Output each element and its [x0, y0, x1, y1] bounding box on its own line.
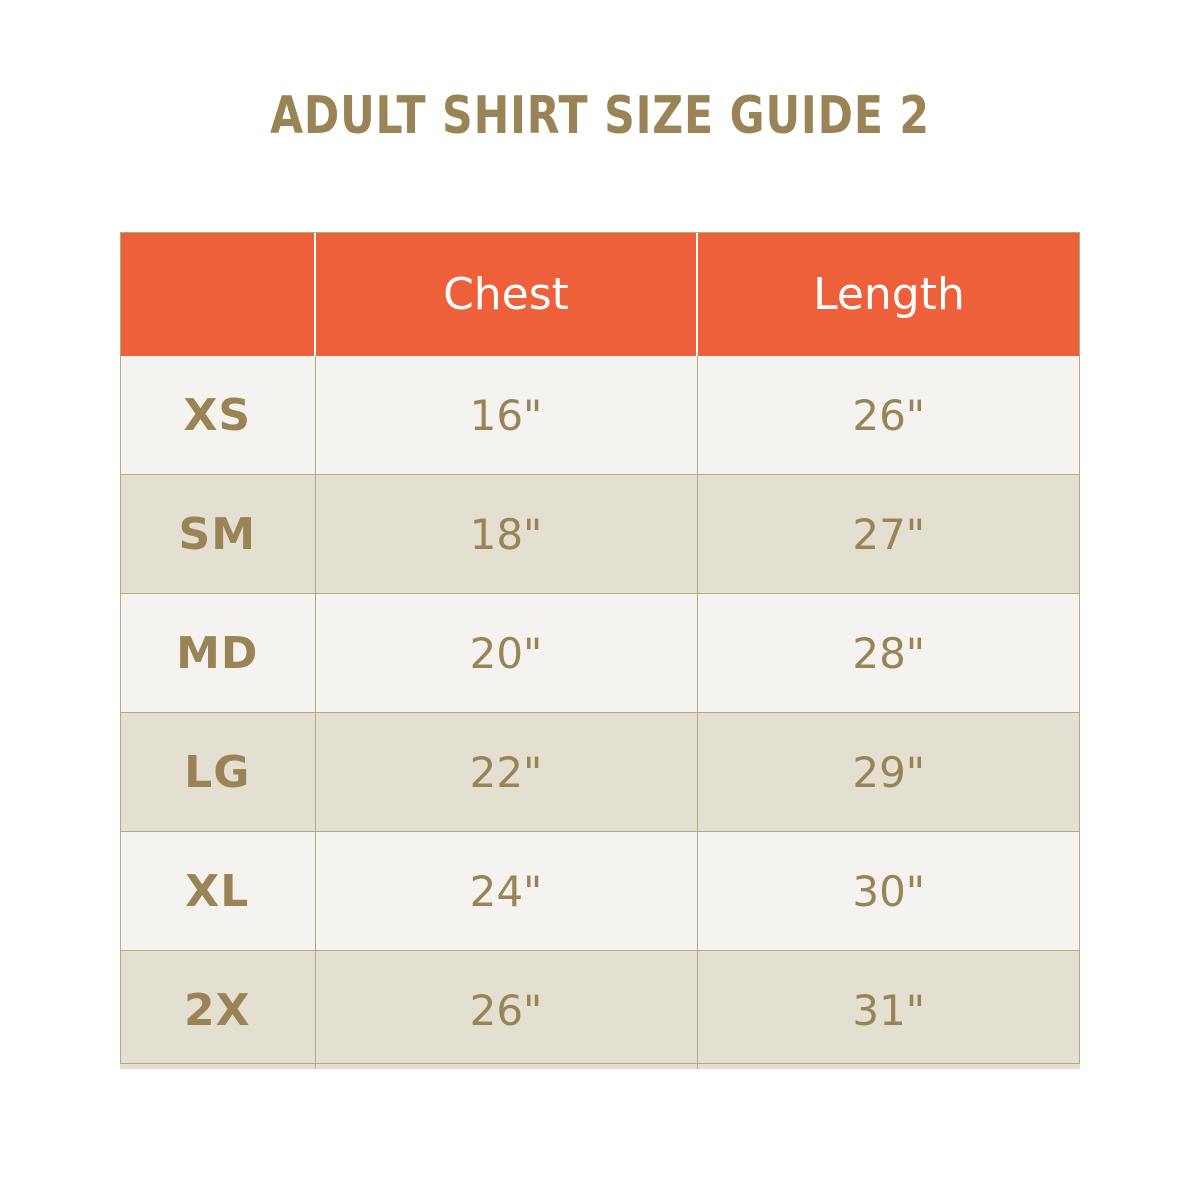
- table-row: [120, 475, 1080, 594]
- table-row: [120, 832, 1080, 951]
- cell-length: 31": [697, 951, 1080, 1070]
- cell-chest: 20": [315, 594, 697, 713]
- table-row: [120, 356, 1080, 475]
- cell-chest: 22": [315, 713, 697, 832]
- cell-size: LG: [120, 713, 315, 832]
- cell-chest: 18": [315, 475, 697, 594]
- cell-length: 29": [697, 713, 1080, 832]
- table-body: [120, 356, 1080, 1069]
- cell-length: 28": [697, 594, 1080, 713]
- cell-size: 2X: [120, 951, 315, 1070]
- cell-length: 30": [697, 832, 1080, 951]
- cell-chest: 16": [315, 356, 697, 475]
- table-header: [120, 232, 1080, 356]
- table-row: [120, 951, 1080, 1070]
- cell-size: SM: [120, 475, 315, 594]
- size-table-container: [120, 232, 1080, 1069]
- table-row: [120, 594, 1080, 713]
- cell-length: 27": [697, 475, 1080, 594]
- cell-chest: 26": [315, 951, 697, 1070]
- size-table: [120, 232, 1080, 1069]
- page-title: ADULT SHIRT SIZE GUIDE 2: [270, 86, 930, 146]
- cell-chest: 24": [315, 832, 697, 951]
- column-header-length: Length: [697, 232, 1080, 356]
- cell-size: XL: [120, 832, 315, 951]
- table-row: [120, 713, 1080, 832]
- column-header-chest: Chest: [315, 232, 697, 356]
- cell-size: MD: [120, 594, 315, 713]
- cell-size: XS: [120, 356, 315, 475]
- column-header-size: [120, 232, 315, 356]
- table-header-row: [120, 232, 1080, 356]
- cell-length: 26": [697, 356, 1080, 475]
